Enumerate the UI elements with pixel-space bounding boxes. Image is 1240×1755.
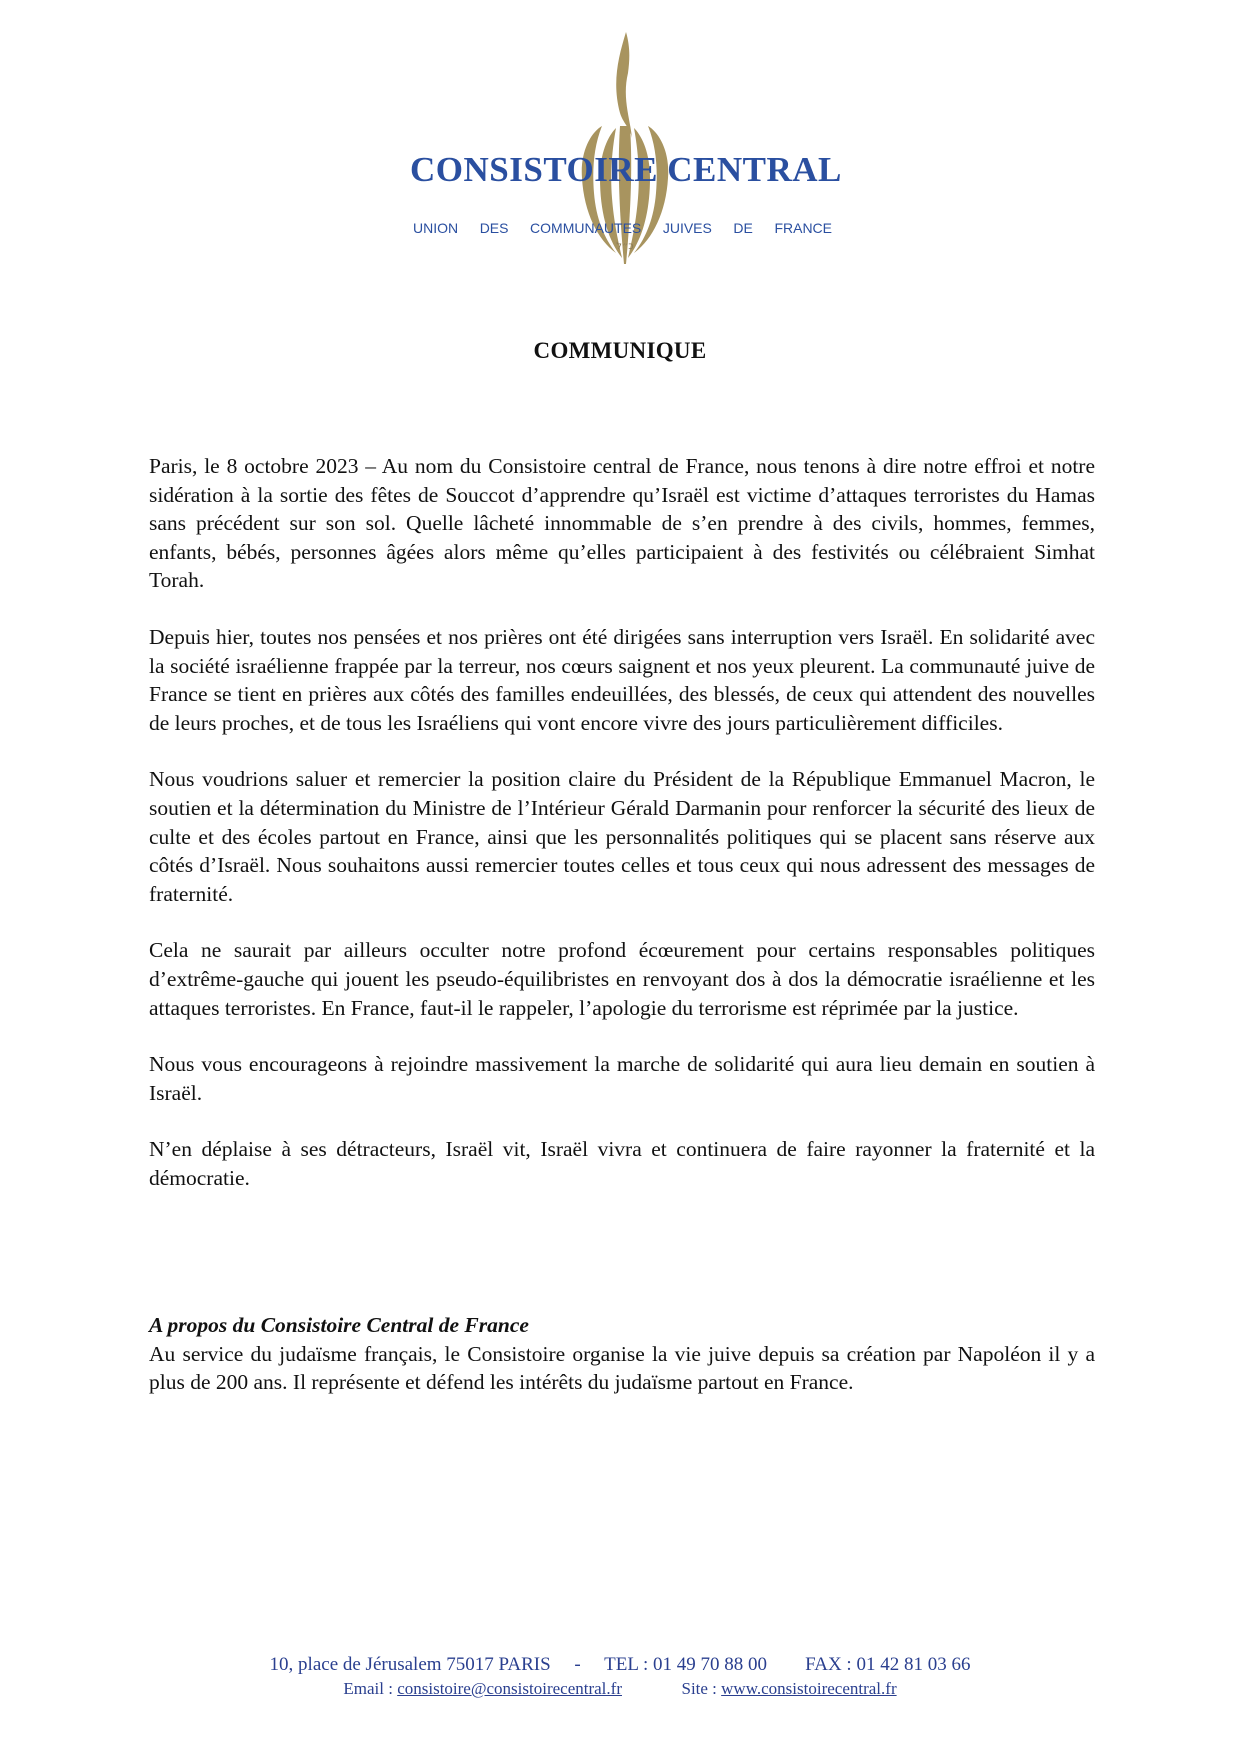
- org-name: CONSISTOIRE CENTRAL: [410, 150, 842, 189]
- about-heading: A propos du Consistoire Central de France: [149, 1313, 529, 1337]
- paragraph: N’en déplaise à ses détracteurs, Israël vit, Israël vivra et continuera de faire rayonner la fraternité et la démocratie.: [149, 1137, 1095, 1190]
- letterhead-logo: [410, 28, 842, 268]
- email-label: Email :: [343, 1679, 398, 1698]
- document-body: [149, 452, 1095, 1220]
- subtitle-word: COMMUNAUTES: [530, 220, 642, 236]
- footer-separator: -: [574, 1654, 581, 1675]
- paragraph: Depuis hier, toutes nos pensées et nos prières ont été dirigées sans interruption vers Israël. En solidarité avec la société israélienne frappée par la terreur, nos cœurs saignent et nos yeux pleurent. La communauté juive de France se tient en prières aux côtés des familles endeuillées, des blessés, de ceux qui attendent des nouvelles de leurs proches, et de tous les Israéliens qui vont encore vivre des jours particulièrement difficiles.: [149, 624, 1095, 735]
- about-text: Au service du judaïsme français, le Consistoire organise la vie juive depuis sa création par Napoléon il y a plus de 200 ans. Il représente et défend les intérêts du judaïsme partout en France.: [149, 1341, 1095, 1395]
- paragraph: Paris, le 8 octobre 2023 – Au nom du Consistoire central de France, nous tenons à dire notre effroi et notre sidération à la sortie des fêtes de Souccot d’apprendre qu’Israël est victime d’attaques terroristes du Hamas sans précédent sur son sol. Quelle lâcheté innommable de s’en prendre à des civils, hommes, femmes, enfants, bébés, personnes âgées alors même qu’elles participaient à des festivités ou célébraient Simhat Torah.: [149, 454, 1095, 593]
- subtitle-word: UNION: [413, 220, 459, 236]
- subtitle-word: JUIVES: [662, 220, 712, 236]
- website-link[interactable]: www.consistoirecentral.fr: [721, 1679, 897, 1698]
- org-subtitle: [410, 220, 835, 236]
- site-label: Site :: [681, 1679, 722, 1698]
- subtitle-word: FRANCE: [774, 220, 832, 236]
- footer-tel: TEL : 01 49 70 88 00: [604, 1654, 768, 1675]
- email-link[interactable]: consistoire@consistoirecentral.fr: [397, 1679, 622, 1698]
- paragraph: Cela ne saurait par ailleurs occulter notre profond écœurement pour certains responsables politiques d’extrême-gauche qui jouent les pseudo-équilibristes en renvoyant dos à dos la démocratie israélienne et les attaques terroristes. En France, faut-il le rappeler, l’apologie du terrorisme est réprimée par la justice.: [149, 938, 1095, 1020]
- subtitle-word: DES: [479, 220, 509, 236]
- footer: [0, 1653, 1240, 1701]
- about-section: [149, 1311, 1095, 1397]
- footer-fax: FAX : 01 42 81 03 66: [805, 1654, 971, 1675]
- paragraph: Nous voudrions saluer et remercier la position claire du Président de la République Emmanuel Macron, le soutien et la détermination du Ministre de l’Intérieur Gérald Darmanin pour renforcer la sécurité des lieux de culte et des écoles partout en France, ainsi que les personnalités politiques qui se placent sans réserve aux côtés d’Israël. Nous souhaitons aussi remercier toutes celles et tous ceux qui nous adressent des messages de fraternité.: [149, 767, 1095, 906]
- document-title: COMMUNIQUE: [533, 338, 707, 363]
- footer-address: 10, place de Jérusalem 75017 PARIS: [269, 1654, 551, 1675]
- paragraph: Nous vous encourageons à rejoindre massivement la marche de solidarité qui aura lieu demain en soutien à Israël.: [149, 1052, 1095, 1105]
- footer-contact-line: [0, 1653, 1240, 1677]
- footer-web-line: [0, 1677, 1240, 1701]
- hebrew-mark: כ״ל: [616, 241, 634, 252]
- subtitle-word: DE: [733, 220, 753, 236]
